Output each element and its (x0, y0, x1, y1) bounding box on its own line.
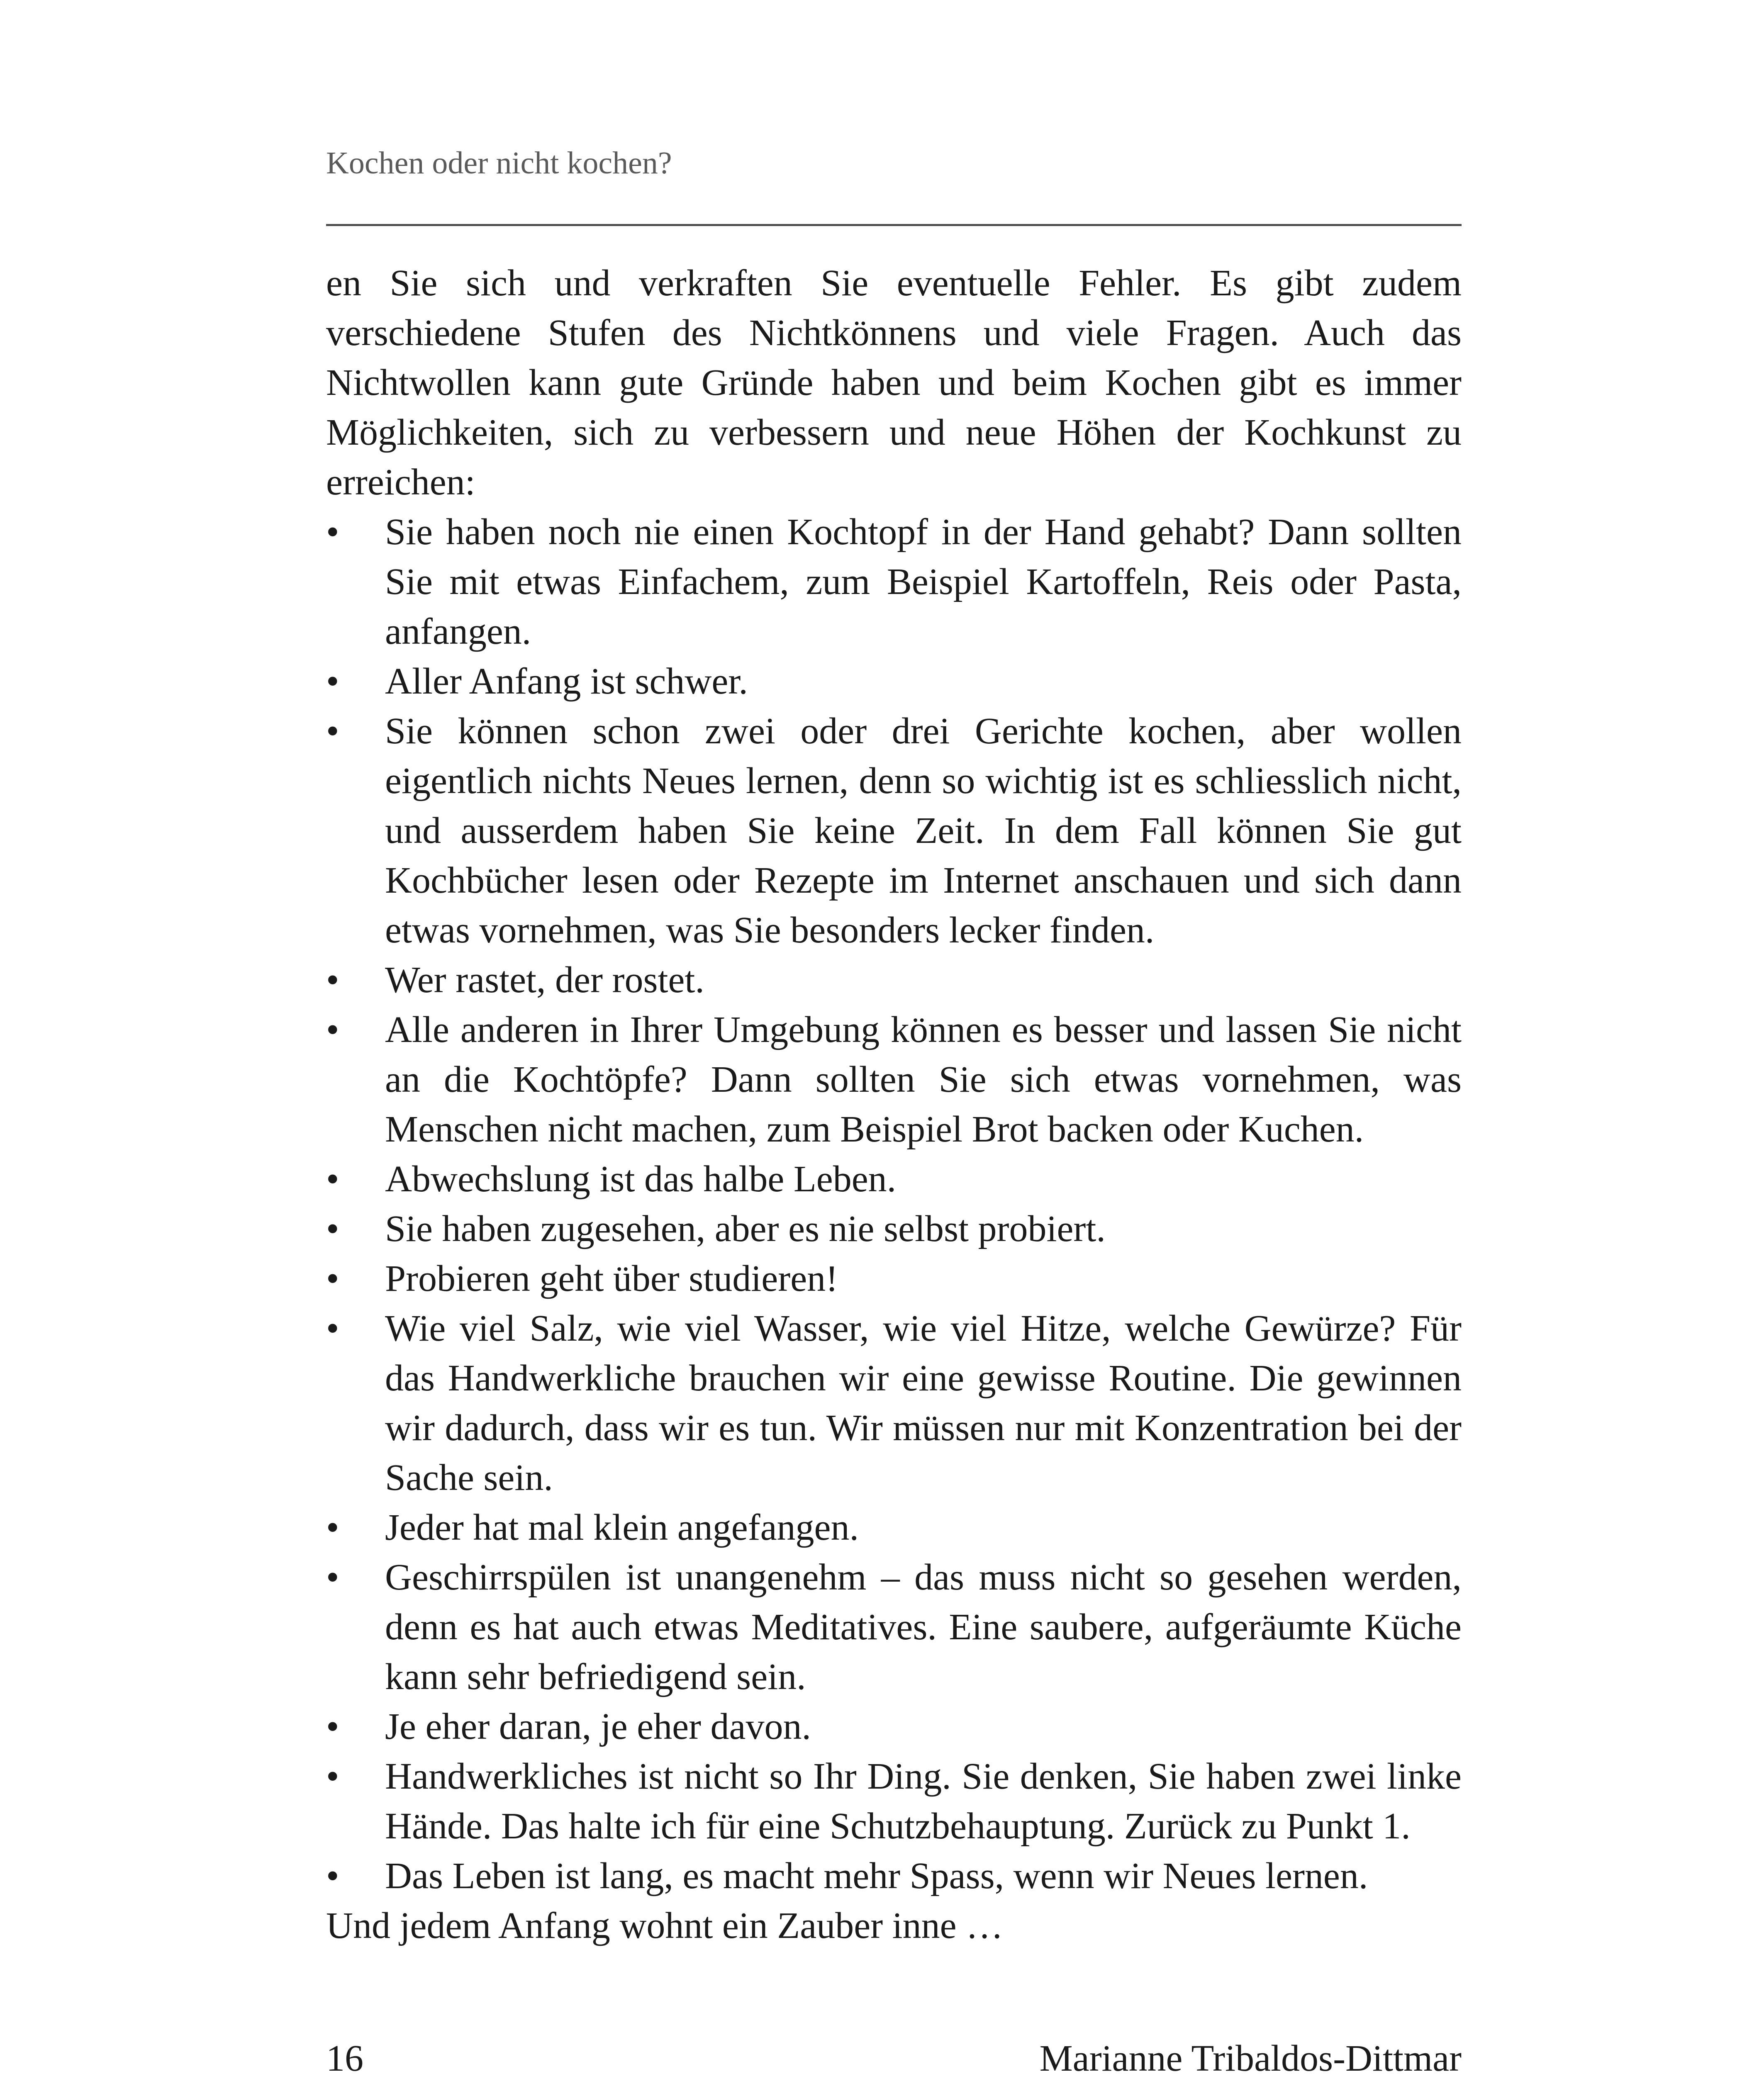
bullet-point: • (326, 1855, 339, 1896)
list-item-text: Probieren geht über studieren! (385, 1258, 838, 1299)
list-item-text: Alle anderen in Ihrer Umgebung können es besser und lassen Sie nicht an die Kochtöpfe? Dann sollten Sie sich etwas vornehmen, was Menschen nicht machen, zum Beispiel Brot backen oder Kuchen. (385, 1009, 1462, 1150)
header-rule (326, 224, 1462, 226)
list-item (326, 955, 1462, 1005)
list-item (326, 657, 1462, 706)
list-item-text: Wie viel Salz, wie viel Wasser, wie viel Hitze, welche Gewürze? Für das Handwerkliche brauchen wir eine gewisse Routine. Die gewinnen wir dadurch, dass wir es tun. Wir müssen nur mit Konzentration bei der Sache sein. (385, 1308, 1462, 1498)
bullet-point: • (326, 1308, 339, 1349)
list-item-text: Wer rastet, der rostet. (385, 959, 704, 1000)
closing-line: Und jedem Anfang wohnt ein Zauber inne … (326, 1905, 1004, 1946)
list-item-text: Das Leben ist lang, es macht mehr Spass, wenn wir Neues lernen. (385, 1855, 1368, 1896)
bullet-point: • (326, 1258, 339, 1299)
author-name: Marianne Tribaldos-Dittmar (1039, 2038, 1462, 2074)
bullet-point: • (326, 1507, 339, 1548)
list-item-text: Jeder hat mal klein angefangen. (385, 1507, 859, 1548)
body-text (326, 258, 1462, 1951)
bullet-point: • (326, 661, 339, 702)
list-item (326, 1503, 1462, 1553)
list-item (326, 1553, 1462, 1702)
bullet-point: • (326, 1208, 339, 1249)
bullet-point: • (326, 1159, 339, 1200)
list-item-text: Je eher daran, je eher davon. (385, 1706, 811, 1747)
page-number: 16 (326, 2038, 363, 2074)
list-item-text: Abwechslung ist das halbe Leben. (385, 1159, 897, 1200)
list-item-text: Sie haben zugesehen, aber es nie selbst probiert. (385, 1208, 1106, 1249)
bullet-point: • (326, 1557, 339, 1598)
list-item (326, 1304, 1462, 1503)
list-item (326, 1254, 1462, 1304)
list-item (326, 706, 1462, 955)
list-item-text: Handwerkliches ist nicht so Ihr Ding. Sie denken, Sie haben zwei linke Hände. Das halte ich für eine Schutzbehauptung. Zurück zu Punkt 1. (385, 1756, 1462, 1847)
running-title: Kochen oder nicht kochen? (326, 146, 672, 180)
list-item (326, 1154, 1462, 1204)
list-item (326, 1752, 1462, 1851)
list-item-text: Aller Anfang ist schwer. (385, 661, 748, 702)
bullet-point: • (326, 511, 339, 553)
list-item (326, 1204, 1462, 1254)
bullet-point: • (326, 1756, 339, 1797)
bullet-point: • (326, 1009, 339, 1050)
list-item-text: Geschirrspülen ist unangenehm – das muss nicht so gesehen werden, denn es hat auch etwas Meditatives. Eine saubere, aufgeräumte Küche kann sehr befriedigend sein. (385, 1557, 1462, 1697)
list-item-text: Sie haben noch nie einen Kochtopf in der Hand gehabt? Dann sollten Sie mit etwas Einfachem, zum Beispiel Kartoffeln, Reis oder Pasta, anfangen. (385, 511, 1462, 652)
bullet-point: • (326, 959, 339, 1000)
bullet-point: • (326, 1706, 339, 1747)
bullet-point: • (326, 711, 339, 752)
list-item-text: Sie können schon zwei oder drei Gerichte kochen, aber wollen eigentlich nichts Neues lernen, denn so wichtig ist es schliesslich nicht, und ausserdem haben Sie keine Zeit. In dem Fall können Sie gut Kochbücher lesen oder Rezepte im Internet anschauen und sich dann etwas vornehmen, was Sie besonders lecker finden. (385, 711, 1462, 951)
bullet-list (326, 507, 1462, 1901)
list-item (326, 1702, 1462, 1752)
list-item (326, 1005, 1462, 1154)
list-item (326, 507, 1462, 657)
intro-paragraph: en Sie sich und verkraften Sie eventuelle Fehler. Es gibt zudem verschiedene Stufen des Nichtkönnens und viele Fragen. Auch das Nichtwollen kann gute Gründe haben und beim Kochen gibt es immer Möglichkeiten, sich zu verbessern und neue Höhen der Kochkunst zu erreichen: (326, 263, 1462, 503)
list-item (326, 1851, 1462, 1901)
